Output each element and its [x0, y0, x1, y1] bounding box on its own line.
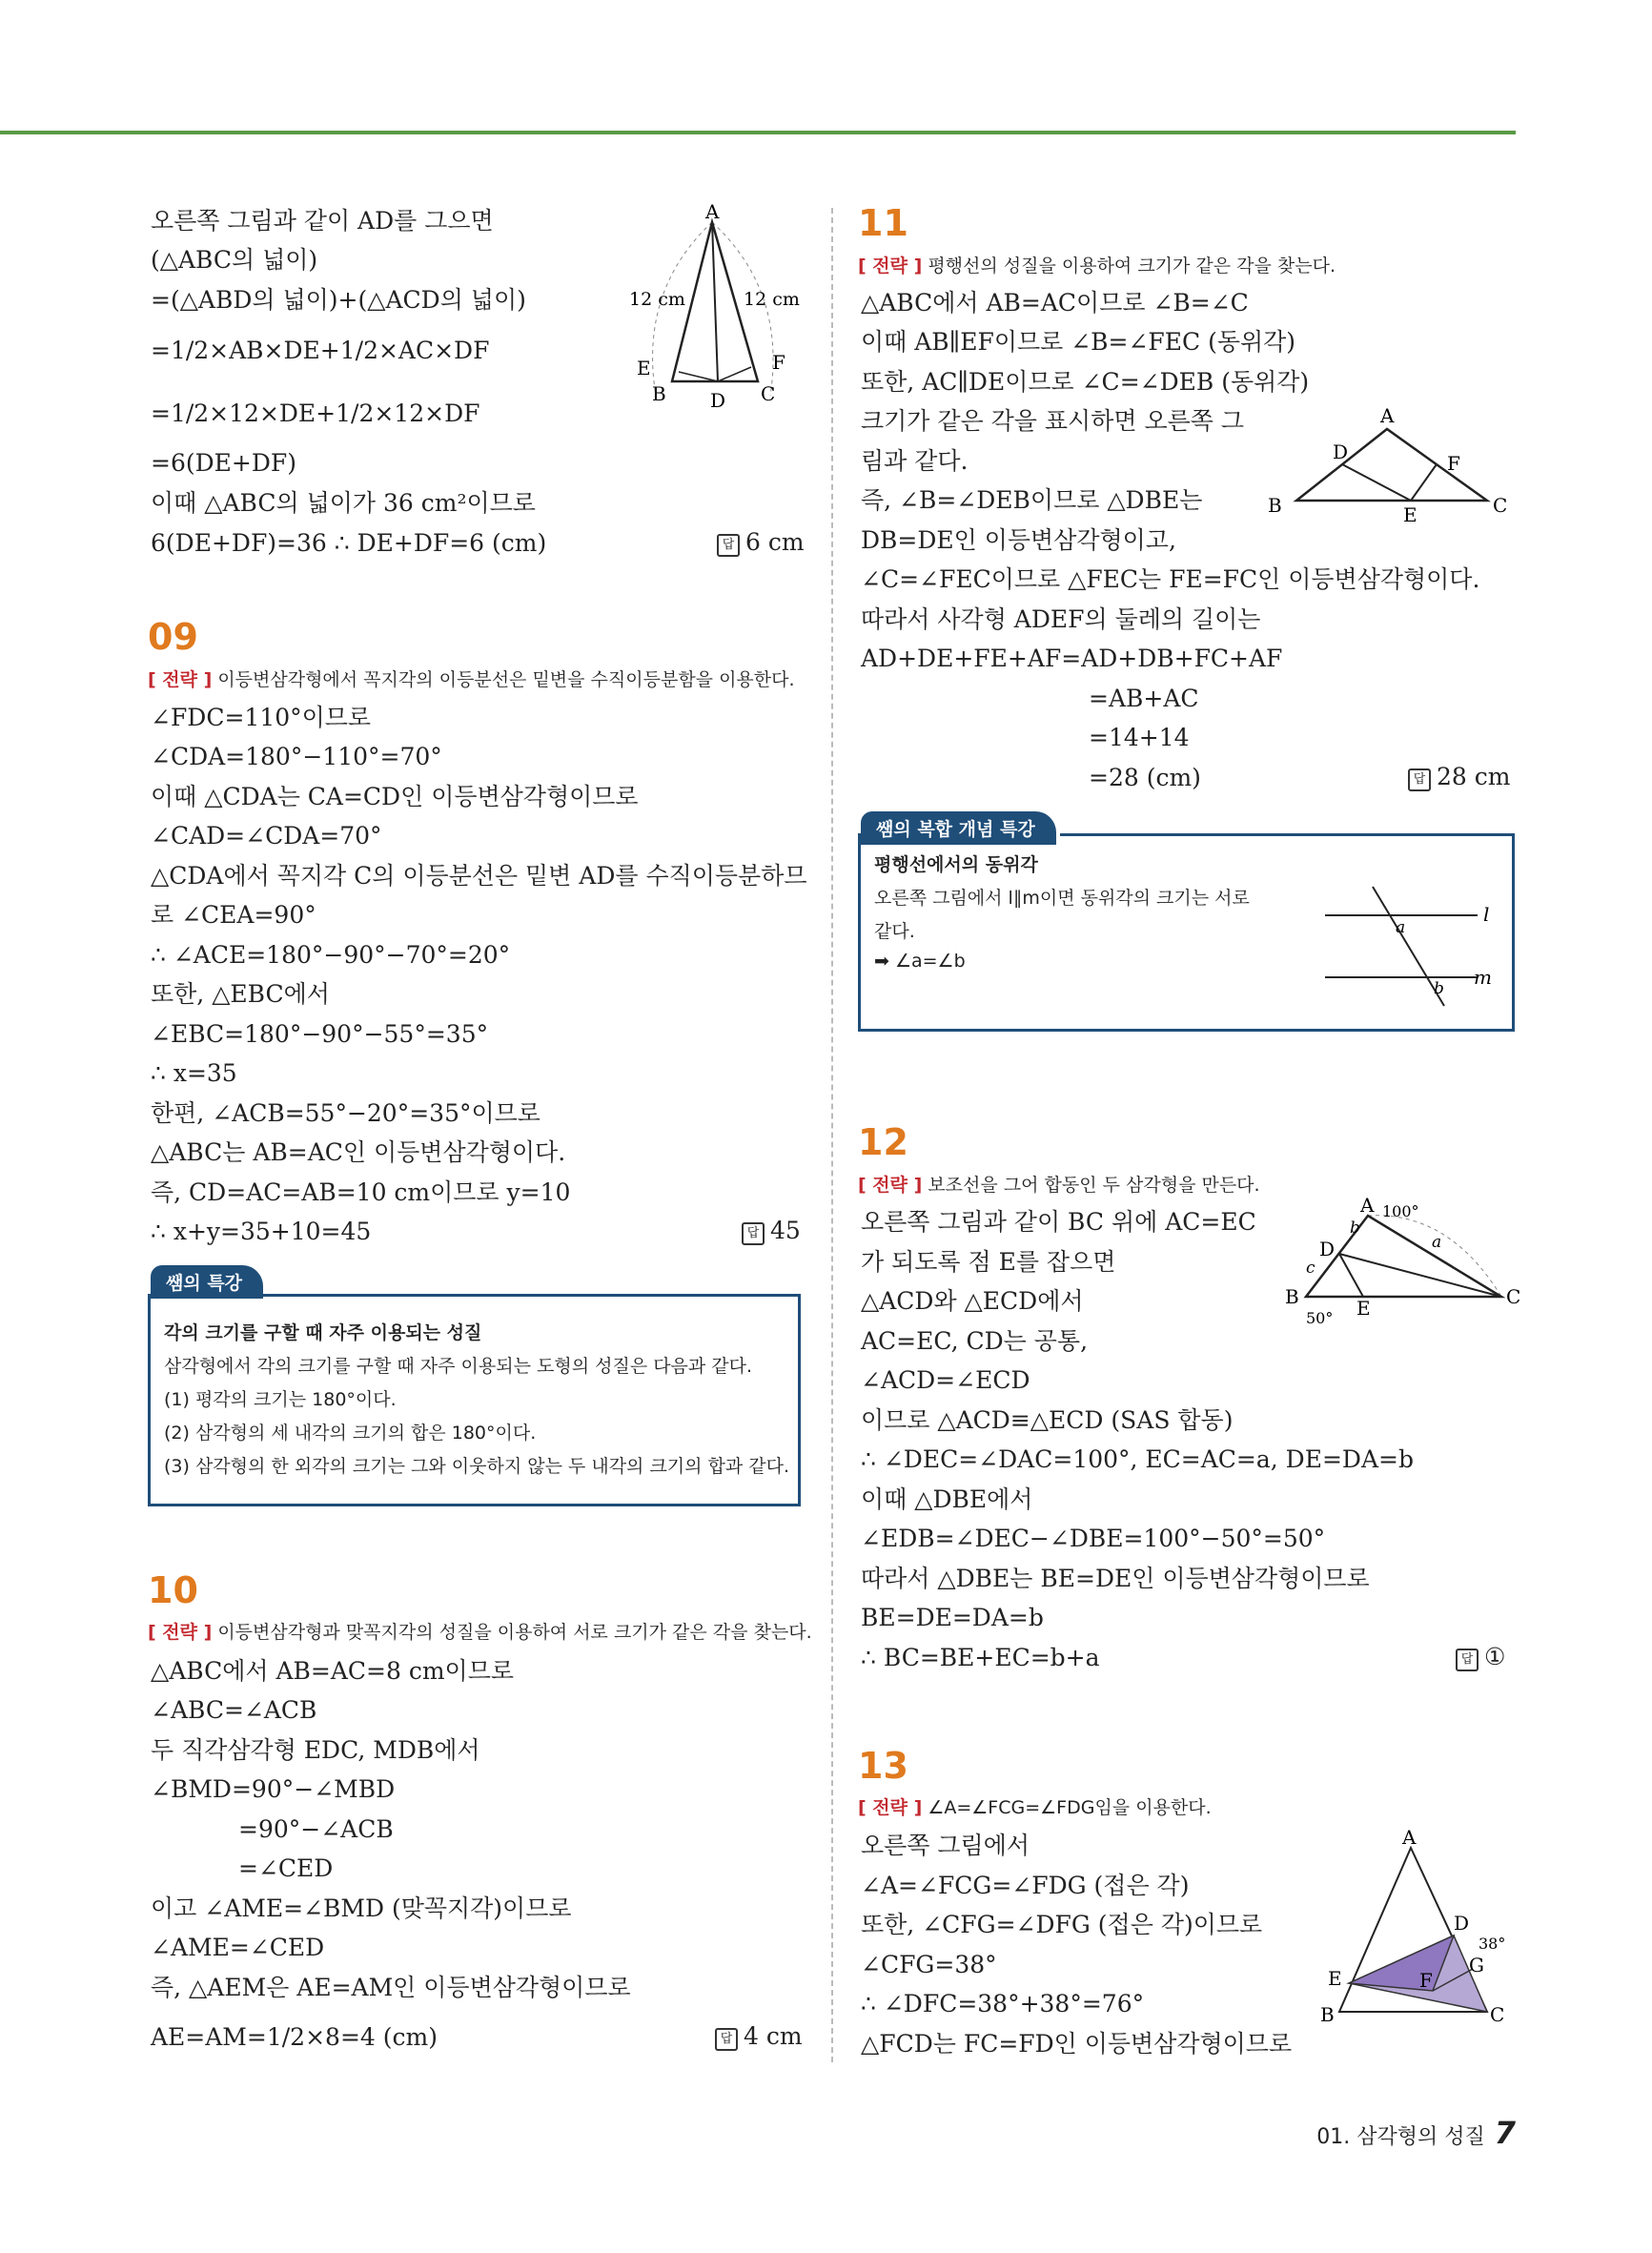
p11-line-3: 또한, AC∥DE이므로 ∠C=∠DEB (동위각) — [861, 368, 1310, 396]
problem-number: 12 — [858, 1121, 908, 1163]
strategy — [148, 666, 795, 691]
p12-answer-value: ① — [1484, 1643, 1506, 1670]
p11-figure — [1258, 405, 1516, 524]
p12-fig-label-d: D — [1319, 1238, 1336, 1260]
top-accent-bar — [0, 131, 1516, 134]
p12-fig-angle-b: 50° — [1306, 1309, 1334, 1327]
strategy-text: 이등변삼각형에서 꼭지각의 이등분선은 밑변을 수직이등분함을 이용한다. — [217, 669, 795, 690]
problem-number: 09 — [148, 616, 198, 658]
prev-fig-length-2: 12 cm — [744, 289, 800, 310]
prev-figure — [620, 200, 820, 412]
strategy-text: 이등변삼각형과 맞꼭지각의 성질을 이용하여 서로 크기가 같은 각을 찾는다. — [217, 1622, 812, 1643]
p13-line-1: 오른쪽 그림에서 — [861, 1832, 1030, 1859]
p09-line-9: ∠EBC=180°−90°−55°=35° — [151, 1020, 489, 1048]
strategy-text: 평행선의 성질을 이용하여 크기가 같은 각을 찾는다. — [928, 256, 1336, 277]
prev-line-7: 이때 △ABC의 넓이가 36 cm²이므로 — [151, 489, 536, 517]
tip-fig-label-l: l — [1483, 903, 1490, 926]
p12-line-12: ∴ BC=BE+EC=b+a — [861, 1644, 1100, 1671]
p11-fig-label-c: C — [1493, 494, 1508, 517]
p09-answer — [742, 1217, 801, 1245]
p12-line-5: ∠ACD=∠ECD — [861, 1366, 1030, 1394]
p13-figure — [1320, 1826, 1511, 2031]
p13-fig-label-b: B — [1320, 2003, 1335, 2026]
p11-fig-label-a: A — [1380, 404, 1395, 427]
p11-line-2: 이때 AB∥EF이므로 ∠B=∠FEC (동위각) — [861, 328, 1296, 356]
prev-fig-length-1: 12 cm — [629, 289, 685, 310]
p10-line-4: ∠BMD=90°−∠MBD — [151, 1775, 396, 1803]
tip-fig-label-b: b — [1434, 979, 1444, 998]
p11-line-4: 크기가 같은 각을 표시하면 오른쪽 그 — [861, 407, 1244, 435]
p12-line-3: △ACD와 △ECD에서 — [861, 1287, 1084, 1315]
prev-fig-label-d: D — [710, 389, 726, 412]
prev-line-3: =(△ABD의 넓이)+(△ACD의 넓이) — [151, 286, 526, 314]
p09-line-13: 즉, CD=AC=AB=10 cm이므로 y=10 — [151, 1178, 571, 1206]
tip-line-1: 삼각형에서 각의 크기를 구할 때 자주 이용되는 도형의 성질은 다음과 같다. — [164, 1356, 753, 1377]
p11-line-7: DB=DE인 이등변삼각형이고, — [861, 526, 1176, 554]
p12-line-1: 오른쪽 그림과 같이 BC 위에 AC=EC — [861, 1208, 1256, 1236]
prev-answer-value: 6 cm — [745, 528, 805, 556]
p10-line-8: ∠AME=∠CED — [151, 1934, 325, 1961]
p12-line-8: 이때 △DBE에서 — [861, 1485, 1033, 1513]
p13-fig-label-a: A — [1402, 1826, 1417, 1849]
p10-line-1: △ABC에서 AB=AC=8 cm이므로 — [151, 1657, 515, 1685]
p11-line-12: =14+14 — [1089, 724, 1190, 751]
tip-line-2: 같다. — [874, 921, 915, 942]
p10-line-5: =90°−∠ACB — [238, 1815, 394, 1843]
page-number: 7 — [1494, 2115, 1516, 2151]
p11-fig-label-d: D — [1333, 440, 1349, 463]
p13-line-3: 또한, ∠CFG=∠DFG (접은 각)이므로 — [861, 1911, 1263, 1938]
p10-line-6: =∠CED — [238, 1854, 334, 1882]
strategy-text: ∠A=∠FCG=∠FDG임을 이용한다. — [928, 1797, 1212, 1818]
p09-line-11: 한편, ∠ACB=55°−20°=35°이므로 — [151, 1099, 540, 1127]
strategy-tag: [ 전략 ] — [858, 256, 923, 277]
strategy — [858, 1171, 1260, 1197]
tip-figure — [1315, 877, 1497, 1011]
tip-line-3: (2) 삼각형의 세 내각의 크기의 합은 180°이다. — [164, 1423, 537, 1444]
strategy-tag: [ 전략 ] — [148, 669, 213, 690]
tip-tab: 쌤의 복합 개념 특강 — [861, 811, 1056, 845]
column-divider — [831, 208, 833, 2062]
p09-line-2: ∠CDA=180°−110°=70° — [151, 743, 442, 770]
p09-line-12: △ABC는 AB=AC인 이등변삼각형이다. — [151, 1138, 566, 1166]
prev-fig-label-b: B — [652, 382, 666, 405]
p11-answer — [1408, 763, 1510, 791]
p12-answer — [1456, 1643, 1505, 1671]
p11-line-9: 따라서 사각형 ADEF의 둘레의 길이는 — [861, 605, 1261, 633]
p13-fig-label-g: G — [1469, 1954, 1484, 1976]
p12-fig-label-a-len: a — [1432, 1233, 1442, 1252]
prev-fig-label-a: A — [705, 200, 720, 223]
p13-fig-label-f: F — [1419, 1969, 1433, 1992]
p09-line-14: ∴ x+y=35+10=45 — [151, 1218, 372, 1245]
p13-line-5: ∴ ∠DFC=38°+38°=76° — [861, 1990, 1145, 2017]
strategy-tag: [ 전략 ] — [858, 1797, 923, 1818]
answer-mark-icon: 답 — [717, 534, 740, 557]
prev-line-2: (△ABC의 넓이) — [151, 246, 318, 274]
answer-mark-icon: 답 — [715, 2028, 738, 2051]
p09-line-4: ∠CAD=∠CDA=70° — [151, 822, 382, 850]
p12-line-7: ∴ ∠DEC=∠DAC=100°, EC=AC=a, DE=DA=b — [861, 1445, 1414, 1473]
p12-figure — [1277, 1194, 1521, 1335]
tip-line-3: ➡ ∠a=∠b — [874, 951, 966, 972]
prev-fig-label-c: C — [761, 382, 776, 405]
p12-fig-label-a: A — [1360, 1194, 1375, 1217]
p11-line-8: ∠C=∠FEC이므로 △FEC는 FE=FC인 이등변삼각형이다. — [861, 565, 1480, 593]
problem-number: 11 — [858, 202, 908, 244]
strategy — [858, 1793, 1212, 1819]
p11-fig-label-e: E — [1403, 503, 1417, 526]
tip-fig-label-m: m — [1474, 966, 1492, 989]
p12-line-4: AC=EC, CD는 공통, — [861, 1327, 1089, 1355]
prev-answer — [717, 528, 805, 557]
answer-mark-icon: 답 — [742, 1222, 765, 1245]
p10-line-3: 두 직각삼각형 EDC, MDB에서 — [151, 1736, 480, 1764]
p13-line-6: △FCD는 FC=FD인 이등변삼각형이므로 — [861, 2030, 1293, 2058]
p11-line-5: 림과 같다. — [861, 447, 969, 475]
p12-fig-label-e: E — [1356, 1297, 1371, 1320]
chapter-title: 01. 삼각형의 성질 — [1316, 2125, 1485, 2149]
p12-fig-label-c: C — [1506, 1285, 1521, 1308]
p09-line-7: ∴ ∠ACE=180°−90°−70°=20° — [151, 941, 511, 969]
p12-line-6: 이므로 △ACD≡△ECD (SAS 합동) — [861, 1406, 1234, 1434]
p11-line-10: AD+DE+FE+AF=AD+DB+FC+AF — [861, 645, 1283, 672]
p12-fig-label-c-len: c — [1306, 1259, 1315, 1278]
p10-line-10: AE=AM=1/2×8=4 (cm) — [151, 2023, 438, 2051]
p11-fig-label-f: F — [1447, 452, 1460, 475]
prev-fig-label-e: E — [637, 357, 651, 379]
strategy-tag: [ 전략 ] — [858, 1175, 923, 1196]
tip-fig-label-a: a — [1396, 918, 1406, 937]
p10-line-2: ∠ABC=∠ACB — [151, 1696, 317, 1724]
p09-line-5: △CDA에서 꼭지각 C의 이등분선은 밑변 AD를 수직이등분하므 — [151, 862, 807, 890]
p11-line-11: =AB+AC — [1089, 685, 1199, 712]
strategy — [148, 1618, 812, 1644]
tip-line-2: (1) 평각의 크기는 180°이다. — [164, 1389, 397, 1410]
prev-line-6: =6(DE+DF) — [151, 449, 296, 477]
p10-line-9: 즉, △AEM은 AE=AM인 이등변삼각형이므로 — [151, 1974, 631, 2001]
p13-fig-label-e: E — [1328, 1967, 1342, 1990]
answer-mark-icon: 답 — [1408, 768, 1431, 791]
p12-fig-label-b: B — [1285, 1285, 1299, 1308]
p09-answer-value: 45 — [770, 1217, 801, 1244]
problem-number: 10 — [148, 1569, 198, 1611]
p09-line-3: 이때 △CDA는 CA=CD인 이등변삼각형이므로 — [151, 783, 639, 810]
tip-title: 평행선에서의 동위각 — [874, 854, 1038, 875]
tip-line-4: (3) 삼각형의 한 외각의 크기는 그와 이웃하지 않는 두 내각의 크기의 합과 같다. — [164, 1456, 790, 1477]
answer-mark-icon: 답 — [1456, 1649, 1479, 1671]
tip-line-1: 오른쪽 그림에서 l∥m이면 동위각의 크기는 서로 — [874, 888, 1250, 909]
p09-line-1: ∠FDC=110°이므로 — [151, 704, 372, 731]
prev-line-8: 6(DE+DF)=36 ∴ DE+DF=6 (cm) — [151, 529, 547, 557]
p11-answer-value: 28 cm — [1437, 763, 1511, 790]
p10-answer — [715, 2022, 803, 2051]
p09-line-8: 또한, △EBC에서 — [151, 980, 330, 1008]
p10-answer-value: 4 cm — [744, 2022, 803, 2050]
p09-line-10: ∴ x=35 — [151, 1059, 237, 1087]
strategy-tag: [ 전략 ] — [148, 1622, 213, 1643]
p09-line-6: 로 ∠CEA=90° — [151, 901, 316, 929]
p12-line-11: BE=DE=DA=b — [861, 1604, 1044, 1631]
prev-fig-label-f: F — [772, 351, 785, 374]
problem-number: 13 — [858, 1745, 908, 1787]
p12-line-10: 따라서 △DBE는 BE=DE인 이등변삼각형이므로 — [861, 1565, 1370, 1592]
p12-fig-label-b-len: b — [1350, 1219, 1360, 1238]
tip-title: 각의 크기를 구할 때 자주 이용되는 성질 — [164, 1322, 482, 1343]
strategy-text: 보조선을 그어 합동인 두 삼각형을 만든다. — [928, 1175, 1260, 1196]
p11-fig-label-b: B — [1268, 494, 1282, 517]
prev-line-5: =1/2×12×DE+1/2×12×DF — [151, 399, 480, 427]
prev-line-1: 오른쪽 그림과 같이 AD를 그으면 — [151, 207, 494, 235]
page-footer — [1316, 2115, 1516, 2151]
p11-line-13: =28 (cm) — [1089, 764, 1201, 791]
p12-line-9: ∠EDB=∠DEC−∠DBE=100°−50°=50° — [861, 1525, 1326, 1552]
prev-line-4: =1/2×AB×DE+1/2×AC×DF — [151, 337, 490, 364]
p12-fig-angle-a: 100° — [1382, 1202, 1419, 1220]
p12-line-2: 가 되도록 점 E를 잡으면 — [861, 1248, 1116, 1276]
p13-line-4: ∠CFG=38° — [861, 1951, 997, 1978]
p11-line-6: 즉, ∠B=∠DEB이므로 △DBE는 — [861, 486, 1203, 514]
p10-line-7: 이고 ∠AME=∠BMD (맞꼭지각)이므로 — [151, 1895, 572, 1922]
p13-fig-label-c: C — [1490, 2003, 1505, 2026]
strategy — [858, 252, 1336, 277]
p13-fig-label-d: D — [1454, 1912, 1470, 1935]
tip-tab: 쌤의 특강 — [151, 1265, 263, 1299]
p11-line-1: △ABC에서 AB=AC이므로 ∠B=∠C — [861, 289, 1249, 317]
p13-fig-angle: 38° — [1479, 1935, 1506, 1953]
p13-line-2: ∠A=∠FCG=∠FDG (접은 각) — [861, 1872, 1190, 1899]
